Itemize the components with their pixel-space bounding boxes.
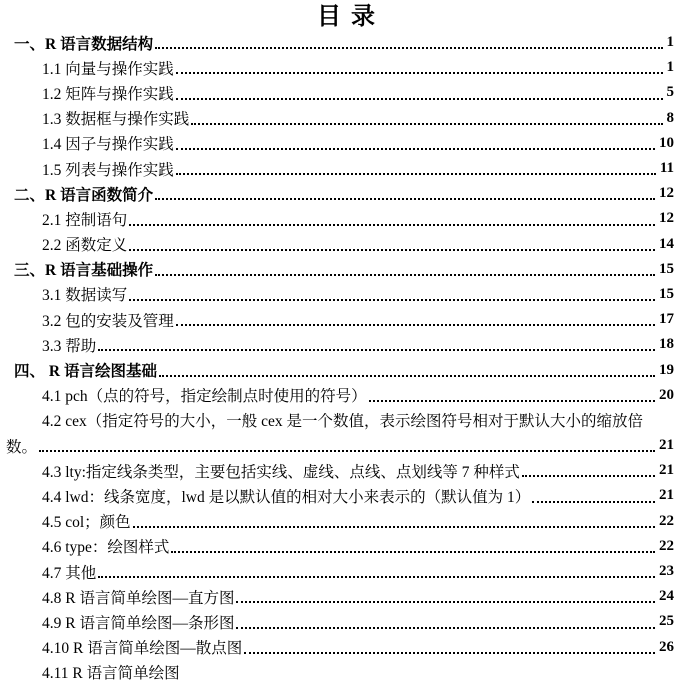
toc-entry-label: 四、 R 语言绘图基础 (14, 363, 157, 381)
toc-entry-label: 4.7 其他 (42, 564, 97, 582)
dot-leader (244, 652, 655, 654)
toc-entry[interactable] (42, 584, 674, 609)
toc-entry-label: 4.11 R 语言简单绘图 (42, 665, 180, 683)
toc-page-number: 24 (659, 588, 674, 605)
toc-page-number: 15 (659, 260, 674, 277)
toc-entry-label: 1.5 列表与操作实践 (42, 161, 174, 179)
toc-entry[interactable] (42, 131, 674, 156)
toc-page-number: 22 (659, 537, 674, 554)
dot-leader (176, 324, 655, 326)
toc-entry-label: 4.9 R 语言简单绘图—条形图 (42, 614, 235, 632)
toc-entry-label: 4.2 cex（指定符号的大小，一般 cex 是一个数值，表示绘图符号相对于默认大小的缩放倍 (42, 413, 644, 431)
toc-page-number: 21 (659, 487, 674, 504)
toc-entry-label: 4.5 col；颜色 (42, 514, 131, 532)
toc-entry-label: 4.4 lwd：线条宽度，lwd 是以默认值的相对大小来表示的（默认值为 1） (42, 488, 531, 506)
toc-entry-label: 4.10 R 语言简单绘图—散点图 (42, 640, 243, 658)
dot-leader (39, 450, 655, 452)
toc-entry[interactable] (42, 509, 674, 534)
dot-leader (191, 123, 662, 125)
toc-page-number: 19 (659, 361, 674, 378)
toc-page-number: 12 (659, 185, 674, 202)
dot-leader (129, 249, 655, 251)
toc-entry-label: 4.3 lty:指定线条类型，主要包括实线、虚线、点线、点划线等 7 种样式 (42, 463, 520, 481)
toc-entry-label: 二、R 语言函数简介 (14, 186, 154, 204)
toc-entry-label: 3.3 帮助 (42, 337, 97, 355)
toc-page-number: 1 (666, 34, 674, 51)
toc-page-number: 18 (659, 336, 674, 353)
toc-page-number: 10 (659, 134, 674, 151)
toc-entry[interactable] (42, 483, 674, 508)
toc-entry[interactable] (42, 307, 674, 332)
dot-leader (176, 173, 656, 175)
toc-entry[interactable] (42, 232, 674, 257)
toc-page-number: 8 (666, 109, 674, 126)
page-title: 目 录 (317, 4, 377, 30)
toc-entry-label: 4.1 pch（点的符号，指定绘制点时使用的符号） (42, 388, 367, 406)
toc-page-number: 20 (659, 386, 674, 403)
toc-page-number: 11 (659, 160, 674, 177)
toc-entry-label: 3.2 包的安装及管理 (42, 312, 174, 330)
toc-entry-label: 4.6 type：绘图样式 (42, 539, 170, 557)
dot-leader (98, 349, 655, 351)
toc-page-number: 21 (659, 437, 674, 454)
toc-page-number: 14 (659, 235, 674, 252)
toc-entry[interactable] (6, 433, 674, 458)
toc-entry-label: 三、R 语言基础操作 (14, 262, 154, 280)
toc-entry[interactable] (42, 332, 674, 357)
toc-entry[interactable] (14, 30, 674, 55)
toc-entry[interactable] (42, 408, 674, 433)
dot-leader (155, 274, 655, 276)
toc-entry[interactable] (42, 635, 674, 660)
toc-page-number: 26 (659, 638, 674, 655)
toc-entry[interactable] (42, 559, 674, 584)
toc-page-number: 21 (659, 462, 674, 479)
dot-leader (155, 198, 655, 200)
toc-entry[interactable] (14, 357, 674, 382)
toc-entry[interactable] (14, 181, 674, 206)
toc-entry-label: 2.1 控制语句 (42, 211, 128, 229)
toc-entry[interactable] (14, 257, 674, 282)
toc-entry-label: 数。 (6, 438, 38, 456)
toc-entry[interactable] (42, 458, 674, 483)
dot-leader (171, 551, 655, 553)
toc-entry[interactable] (42, 383, 674, 408)
toc-entry-label: 1.4 因子与操作实践 (42, 136, 174, 154)
toc-entry-label: 1.1 向量与操作实践 (42, 60, 174, 78)
toc-list (0, 30, 694, 685)
dot-leader (532, 501, 655, 503)
toc-entry[interactable] (42, 156, 674, 181)
toc-entry-label: 2.2 函数定义 (42, 237, 128, 255)
toc-entry-label: 1.3 数据框与操作实践 (42, 111, 190, 129)
toc-page-number: 17 (659, 311, 674, 328)
toc-page-number: 15 (659, 285, 674, 302)
dot-leader (133, 526, 655, 528)
dot-leader (176, 148, 655, 150)
toc-page-number: 23 (659, 563, 674, 580)
dot-leader (155, 47, 662, 49)
toc-page-number: 1 (666, 59, 674, 76)
toc-entry-label: 一、R 语言数据结构 (14, 35, 154, 53)
toc-entry[interactable] (42, 206, 674, 231)
dot-leader (176, 98, 663, 100)
toc-entry[interactable] (42, 55, 674, 80)
dot-leader (236, 627, 655, 629)
dot-leader (129, 299, 655, 301)
dot-leader (369, 400, 655, 402)
toc-page-number: 12 (659, 210, 674, 227)
dot-leader (176, 72, 663, 74)
toc-entry[interactable] (42, 609, 674, 634)
toc-entry-label: 1.2 矩阵与操作实践 (42, 85, 174, 103)
dot-leader (236, 601, 655, 603)
dot-leader (522, 475, 655, 477)
toc-entry-label: 3.1 数据读写 (42, 287, 128, 305)
toc-entry-label: 4.8 R 语言简单绘图—直方图 (42, 589, 235, 607)
toc-page-number: 5 (666, 84, 674, 101)
toc-entry[interactable] (42, 80, 674, 105)
toc-entry[interactable] (42, 660, 674, 685)
toc-page-number: 25 (659, 613, 674, 630)
toc-entry[interactable] (42, 282, 674, 307)
toc-entry[interactable] (42, 534, 674, 559)
toc-entry[interactable] (42, 106, 674, 131)
dot-leader (98, 576, 655, 578)
dot-leader (129, 224, 655, 226)
dot-leader (159, 375, 655, 377)
toc-page-number: 22 (659, 512, 674, 529)
